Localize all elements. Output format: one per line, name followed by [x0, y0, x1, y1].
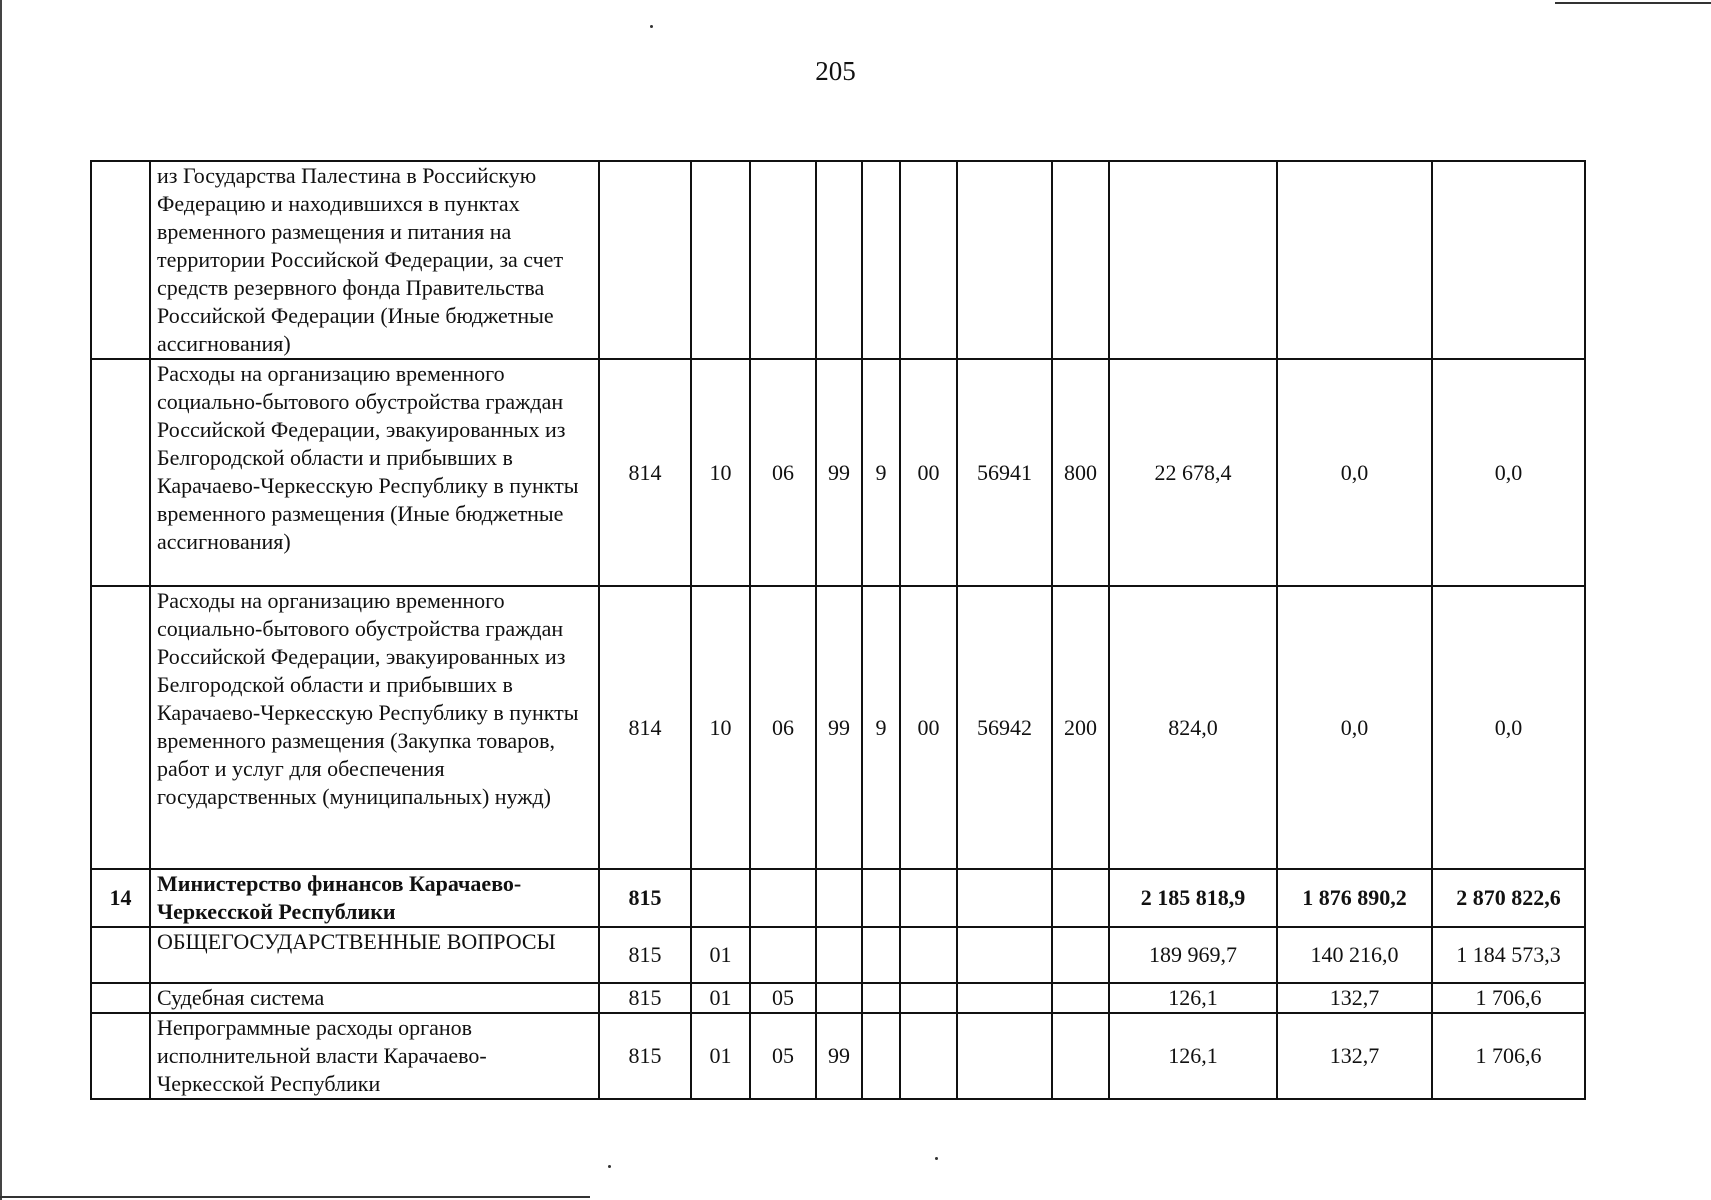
- scan-speck: [608, 1165, 611, 1168]
- direction-cell: 00: [900, 359, 957, 586]
- expense-code-cell: 56941: [957, 359, 1052, 586]
- expense-code-cell: [957, 869, 1052, 927]
- amount-2024-cell: 2 185 818,9: [1109, 869, 1277, 927]
- description-cell: Судебная система: [150, 983, 599, 1013]
- description-cell: ОБЩЕГОСУДАРСТВЕННЫЕ ВОПРОСЫ: [150, 927, 599, 983]
- subprogram-cell: [862, 927, 900, 983]
- expense-code-cell: [957, 983, 1052, 1013]
- page-number: 205: [815, 56, 856, 86]
- subprogram-cell: 9: [862, 586, 900, 869]
- direction-cell: [900, 927, 957, 983]
- expense-type-cell: 200: [1052, 586, 1109, 869]
- section-cell: [691, 869, 750, 927]
- admin-code-cell: 815: [599, 983, 691, 1013]
- scan-left-edge: [0, 0, 2, 1200]
- direction-cell: 00: [900, 586, 957, 869]
- row-index-cell: [91, 161, 150, 359]
- admin-code-cell: 815: [599, 927, 691, 983]
- amount-2024-cell: 22 678,4: [1109, 359, 1277, 586]
- table-row: [91, 1013, 1585, 1099]
- scan-top-mark: [1555, 2, 1711, 4]
- amount-2025-cell: 140 216,0: [1277, 927, 1432, 983]
- row-index-cell: [91, 586, 150, 869]
- amount-2025-cell: 132,7: [1277, 1013, 1432, 1099]
- subsection-cell: [750, 927, 816, 983]
- expense-code-cell: [957, 927, 1052, 983]
- table-row: [91, 359, 1585, 586]
- subsection-cell: [750, 869, 816, 927]
- subprogram-cell: [862, 983, 900, 1013]
- amount-2026-cell: 2 870 822,6: [1432, 869, 1585, 927]
- subsection-cell: 05: [750, 1013, 816, 1099]
- amount-2026-cell: 1 706,6: [1432, 983, 1585, 1013]
- direction-cell: [900, 869, 957, 927]
- amount-2024-cell: 189 969,7: [1109, 927, 1277, 983]
- amount-2026-cell: 1 706,6: [1432, 1013, 1585, 1099]
- budget-table: [90, 160, 1586, 1100]
- scan-speck: [650, 25, 653, 28]
- expense-type-cell: [1052, 161, 1109, 359]
- expense-code-cell: [957, 1013, 1052, 1099]
- admin-code-cell: [599, 161, 691, 359]
- section-cell: [691, 161, 750, 359]
- expense-type-cell: 800: [1052, 359, 1109, 586]
- description-cell: Расходы на организацию временного социально-бытового обустройства граждан Российской Федерации, эвакуированных из Белгородской области и прибывших в Карачаево-Черкесскую Республику в пункты временного размещения (Иные бюджетные ассигнования): [150, 359, 599, 586]
- subprogram-cell: [862, 869, 900, 927]
- section-cell: 01: [691, 927, 750, 983]
- amount-2026-cell: 0,0: [1432, 359, 1585, 586]
- subprogram-cell: [862, 1013, 900, 1099]
- amount-2024-cell: 824,0: [1109, 586, 1277, 869]
- row-index-cell: [91, 359, 150, 586]
- amount-2025-cell: [1277, 161, 1432, 359]
- amount-2025-cell: 132,7: [1277, 983, 1432, 1013]
- subsection-cell: 06: [750, 586, 816, 869]
- expense-code-cell: 56942: [957, 586, 1052, 869]
- table-row: [91, 161, 1585, 359]
- admin-code-cell: 814: [599, 359, 691, 586]
- program-cell: 99: [816, 359, 862, 586]
- row-index-cell: [91, 927, 150, 983]
- description-cell: Министерство финансов Карачаево-Черкесской Республики: [150, 869, 599, 927]
- direction-cell: [900, 983, 957, 1013]
- expense-type-cell: [1052, 927, 1109, 983]
- direction-cell: [900, 1013, 957, 1099]
- row-index-cell: [91, 983, 150, 1013]
- expense-type-cell: [1052, 983, 1109, 1013]
- subsection-cell: 06: [750, 359, 816, 586]
- amount-2024-cell: 126,1: [1109, 1013, 1277, 1099]
- expense-type-cell: [1052, 869, 1109, 927]
- expense-type-cell: [1052, 1013, 1109, 1099]
- amount-2024-cell: 126,1: [1109, 983, 1277, 1013]
- table-row: [91, 927, 1585, 983]
- direction-cell: [900, 161, 957, 359]
- description-cell: из Государства Палестина в Российскую Федерацию и находившихся в пунктах временного размещения и питания на территории Российской Федерации, за счет средств резервного фонда Правительства Российской Федерации (Иные бюджетные ассигнования): [150, 161, 599, 359]
- section-cell: 10: [691, 586, 750, 869]
- expense-code-cell: [957, 161, 1052, 359]
- amount-2025-cell: 0,0: [1277, 359, 1432, 586]
- description-cell: Непрограммные расходы органов исполнительной власти Карачаево-Черкесской Республики: [150, 1013, 599, 1099]
- program-cell: [816, 983, 862, 1013]
- program-cell: 99: [816, 586, 862, 869]
- admin-code-cell: 815: [599, 1013, 691, 1099]
- program-cell: 99: [816, 1013, 862, 1099]
- amount-2024-cell: [1109, 161, 1277, 359]
- subprogram-cell: [862, 161, 900, 359]
- subsection-cell: 05: [750, 983, 816, 1013]
- description-cell: Расходы на организацию временного социально-бытового обустройства граждан Российской Федерации, эвакуированных из Белгородской области и прибывших в Карачаево-Черкесскую Республику в пункты временного размещения (Закупка товаров, работ и услуг для обеспечения государственных (муниципальных) нужд): [150, 586, 599, 869]
- scan-bottom-mark: [0, 1196, 590, 1198]
- amount-2025-cell: 0,0: [1277, 586, 1432, 869]
- amount-2026-cell: 0,0: [1432, 586, 1585, 869]
- admin-code-cell: 815: [599, 869, 691, 927]
- table-row: [91, 869, 1585, 927]
- table-row: [91, 586, 1585, 869]
- row-index-cell: 14: [91, 869, 150, 927]
- subsection-cell: [750, 161, 816, 359]
- program-cell: [816, 869, 862, 927]
- subprogram-cell: 9: [862, 359, 900, 586]
- program-cell: [816, 927, 862, 983]
- program-cell: [816, 161, 862, 359]
- amount-2025-cell: 1 876 890,2: [1277, 869, 1432, 927]
- amount-2026-cell: 1 184 573,3: [1432, 927, 1585, 983]
- admin-code-cell: 814: [599, 586, 691, 869]
- table-row: [91, 983, 1585, 1013]
- row-index-cell: [91, 1013, 150, 1099]
- section-cell: 01: [691, 1013, 750, 1099]
- section-cell: 01: [691, 983, 750, 1013]
- amount-2026-cell: [1432, 161, 1585, 359]
- scan-speck: [935, 1157, 938, 1160]
- section-cell: 10: [691, 359, 750, 586]
